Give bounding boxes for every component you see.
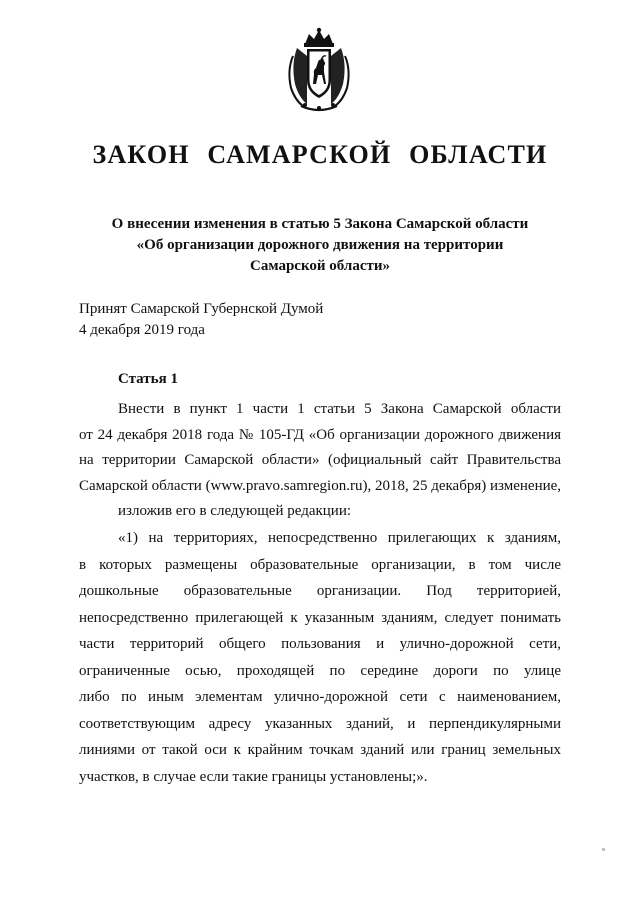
coat-of-arms-icon	[283, 26, 355, 112]
adoption-date: 4 декабря 2019 года	[79, 322, 205, 338]
paragraph-line: от 24 декабря 2018 года № 105-ГД «Об организации дорожного движения	[79, 426, 561, 443]
paragraph-line: либо по иным элементам улично-дорожной сети с наименованием,	[79, 689, 561, 705]
article-intro-paragraph	[79, 397, 561, 525]
law-subject	[80, 214, 560, 277]
adoption-body: Принят Самарской Губернской Думой	[79, 301, 324, 317]
paragraph-line: дошкольные образовательные организации. Под территорией,	[79, 583, 561, 599]
paragraph-line: линиями от такой оси к крайним точкам зданий или границ земельных	[79, 742, 561, 758]
subject-line: Самарской области»	[250, 258, 390, 274]
paragraph-line: Самарской области (www.pravo.samregion.ru), 2018, 25 декабря) изменение,	[79, 477, 562, 494]
paragraph-line: непосредственно прилегающей к указанным зданиям, следует понимать	[79, 609, 561, 626]
article-heading: Статья 1	[118, 371, 178, 387]
paragraph-line: на территории Самарской области» (официальный сайт Правительства	[79, 452, 561, 468]
paragraph-line: изложив его в следующей редакции:	[118, 503, 352, 519]
subject-line: О внесении изменения в статью 5 Закона Самарской области	[111, 216, 529, 232]
paragraph-line: «1) на территориях, непосредственно прилегающих к зданиям,	[118, 530, 561, 546]
paragraph-line: ограниченные осью, проходящей по середине дороги по улице	[79, 662, 561, 679]
paragraph-line: в которых размещены образовательные организации, в том числе	[79, 556, 561, 573]
article-quote-paragraph	[79, 525, 561, 790]
scan-speck	[602, 848, 605, 851]
paragraph-line: части территорий общего пользования и улично-дорожной сети,	[79, 636, 561, 652]
adoption-info	[79, 299, 323, 341]
subject-line: «Об организации дорожного движения на территории	[136, 237, 504, 253]
paragraph-line: участков, в случае если такие границы установлены;».	[79, 768, 428, 785]
law-title: ЗАКОН САМАРСКОЙ ОБЛАСТИ	[92, 140, 548, 169]
paragraph-line: Внести в пункт 1 части 1 статьи 5 Закона Самарской области	[118, 401, 561, 417]
paragraph-line: соответствующим адресу указанных зданий, и перпендикулярными	[79, 715, 561, 732]
